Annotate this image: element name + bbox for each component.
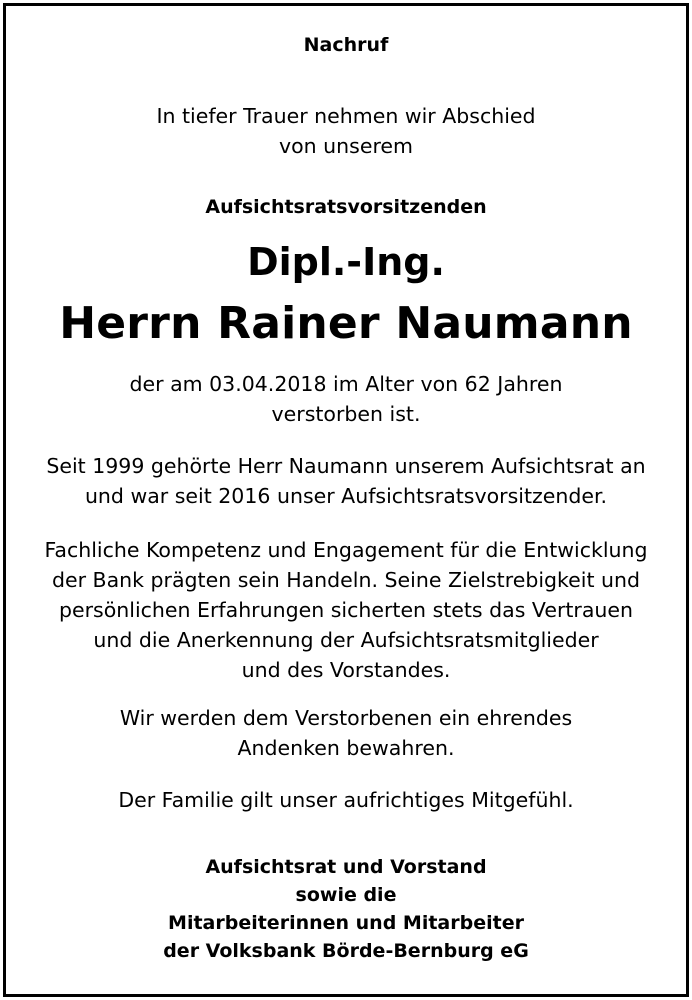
signature-line-3: Mitarbeiterinnen und Mitarbeiter (168, 912, 524, 934)
tribute-line-5: und des Vorstandes. (241, 658, 451, 682)
death-notice-line-1: der am 03.04.2018 im Alter von 62 Jahren (129, 372, 563, 396)
tribute-line-1: Fachliche Kompetenz und Engagement für die Entwicklung (44, 538, 648, 562)
signature-line-4: der Volksbank Börde-Bernburg eG (163, 940, 529, 962)
tribute-line-3: persönlichen Erfahrungen sicherten stets das Vertrauen (58, 598, 634, 622)
signature-line-2: sowie die (295, 884, 397, 906)
academic-title: Dipl.-Ing. (247, 240, 445, 284)
tribute-line-2: der Bank prägten sein Handeln. Seine Zielstrebigkeit und (51, 568, 641, 592)
tribute-line-4: und die Anerkennung der Aufsichtsratsmitglieder (93, 628, 599, 652)
deceased-name: Herrn Rainer Naumann (59, 298, 633, 349)
memory-line-2: Andenken bewahren. (237, 736, 455, 760)
role: Aufsichtsratsvorsitzenden (205, 196, 487, 218)
heading: Nachruf (303, 34, 389, 56)
intro-line-2: von unserem (278, 134, 414, 158)
membership-line-1: Seit 1999 gehörte Herr Naumann unserem Aufsichtsrat an (46, 454, 646, 478)
condolence: Der Familie gilt unser aufrichtiges Mitgefühl. (118, 788, 574, 812)
signature-line-1: Aufsichtsrat und Vorstand (205, 856, 487, 878)
membership-line-2: und war seit 2016 unser Aufsichtsratsvorsitzender. (84, 484, 608, 508)
death-notice-line-2: verstorben ist. (271, 402, 421, 426)
intro-line-1: In tiefer Trauer nehmen wir Abschied (156, 104, 536, 128)
memory-line-1: Wir werden dem Verstorbenen ein ehrendes (119, 706, 573, 730)
